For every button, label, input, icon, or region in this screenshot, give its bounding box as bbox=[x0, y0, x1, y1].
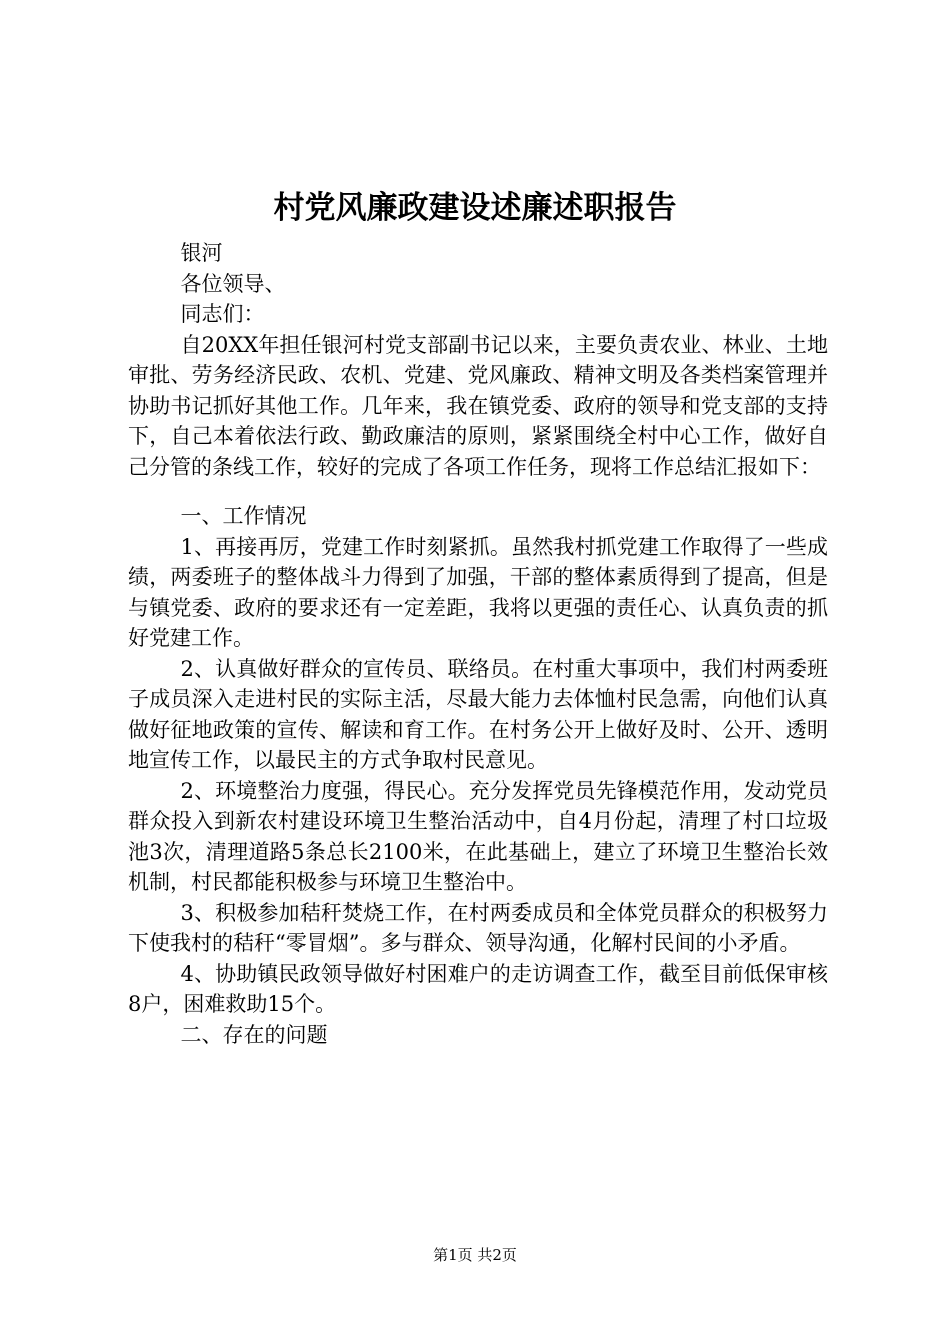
work-item-environment: 2、环境整治力度强，得民心。充分发挥党员先锋模范作用，发动党员群众投入到新农村建设环境卫生整治活动中，自4月份起，清理了村口垃圾池3次，清理道路5条总长2100米，在此基础上，建立了环境卫生整治长效机制，村民都能积极参与环境卫生整治中。 bbox=[128, 778, 828, 894]
section-heading-work: 一、工作情况 bbox=[180, 504, 307, 528]
work-item-civil-affairs: 4、协助镇民政领导做好村困难户的走访调查工作，截至目前低保审核8户，困难救助15个。 bbox=[128, 961, 828, 1016]
work-item-publicity: 2、认真做好群众的宣传员、联络员。在村重大事项中，我们村两委班子成员深入走进村民的实际主活，尽最大能力去体恤村民急需，向他们认真做好征地政策的宣传、解读和育工作。在村务公开上做好及时、公开、透明地宣传工作，以最民主的方式争取村民意见。 bbox=[128, 656, 828, 772]
document-title: 村党风廉政建设述廉述职报告 bbox=[273, 190, 677, 226]
greeting-leaders: 各位领导、 bbox=[180, 271, 286, 296]
intro-paragraph: 自20XX年担任银河村党支部副书记以来，主要负责农业、林业、土地审批、劳务经济民政、农机、党建、党风廉政、精神文明及各类档案管理并协助书记抓好其他工作。几年来，我在镇党委、政府的领导和党支部的支持下，自己本着依法行政、勤政廉洁的原则，紧紧围绕全村中心工作，做好自己分管的条线工作，较好的完成了各项工作任务，现将工作总结汇报如下： bbox=[128, 332, 828, 479]
paragraph-gap bbox=[128, 482, 828, 501]
greeting-comrades: 同志们： bbox=[180, 302, 265, 326]
page-footer: 第1页 共2页 bbox=[433, 1246, 517, 1264]
work-item-straw-burning: 3、积极参加秸秆焚烧工作，在村两委成员和全体党员群众的积极努力下使我村的秸秆“零冒烟”。多与群众、领导沟通，化解村民间的小矛盾。 bbox=[128, 900, 828, 955]
document-body bbox=[128, 238, 828, 1050]
greeting-place: 银河 bbox=[180, 241, 223, 265]
work-item-party-building: 1、再接再厉，党建工作时刻紧抓。虽然我村抓党建工作取得了一些成绩，两委班子的整体战斗力得到了加强，干部的整体素质得到了提高，但是与镇党委、政府的要求还有一定差距，我将以更强的责任心、认真负责的抓好党建工作。 bbox=[128, 534, 828, 650]
section-heading-problems: 二、存在的问题 bbox=[180, 1022, 328, 1047]
